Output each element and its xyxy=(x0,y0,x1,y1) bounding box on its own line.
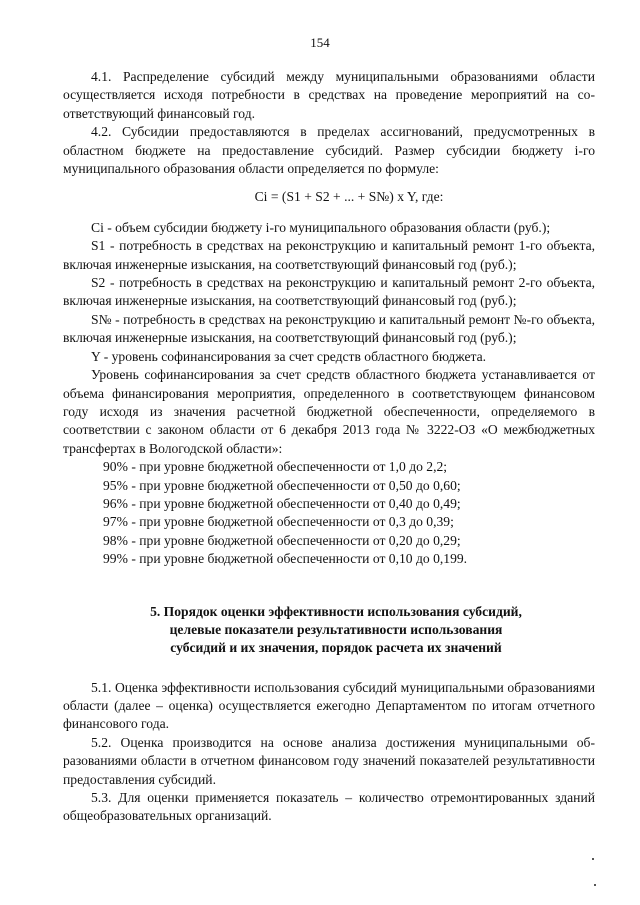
section-heading-line: 5. Порядок оценки эффективности использования субсидий, xyxy=(150,603,522,619)
list-item: 95% - при уровне бюджетной обеспеченности от 0,50 до 0,60; xyxy=(103,477,461,493)
list-item: 98% - при уровне бюджетной обеспеченности от 0,20 до 0,29; xyxy=(103,532,461,548)
paragraph-5-2: 5.2. Оценка производится на основе анализа достижения муниципальными образованиями области в отчетном финансовом году значений показателей результативности предоставления субсидий. xyxy=(63,734,595,787)
section-heading-line: целевые показатели результативности использования xyxy=(169,621,503,637)
document-body xyxy=(63,68,595,826)
paragraph-4-1: 4.1. Распределение субсидий между муниципальными образованиями области осуществляется исходя потребности в средствах на проведение мероприятий на соответствующий финансовый год. xyxy=(63,69,595,121)
definition-s2: S2 - потребность в средствах на реконструкцию и капитальный ремонт 2-го объекта, включая инженерные изыскания, на соответствующий финансовый год (руб.); xyxy=(63,275,595,309)
section-5-heading xyxy=(63,603,595,657)
scan-speck xyxy=(592,858,594,860)
section-heading-line: субсидий и их значения, порядок расчета их значений xyxy=(170,639,502,655)
list-item: 97% - при уровне бюджетной обеспеченности от 0,3 до 0,39; xyxy=(103,514,454,530)
page-number: 154 xyxy=(310,35,330,50)
paragraph-5-3: 5.3. Для оценки применяется показатель – количество отремонтированных зданий общеобразовательных организаций. xyxy=(63,790,595,824)
list-item: 99% - при уровне бюджетной обеспеченности от 0,10 до 0,199. xyxy=(103,551,468,567)
definition-s1: S1 - потребность в средствах на реконструкцию и капитальный ремонт 1-го объекта, включая инженерные изыскания, на соответствующий финансовый год (руб.); xyxy=(63,238,595,272)
definition-sn: S№ - потребность в средствах на реконструкцию и капитальный ремонт №-го объекта, включая инженерные изыскания, на соответствующий финансовый год (руб.); xyxy=(63,311,595,346)
list-item: 96% - при уровне бюджетной обеспеченности от 0,40 до 0,49; xyxy=(103,495,461,511)
paragraph-5-1: 5.1. Оценка эффективности использования субсидий муниципальными образованиями области (далее – оценка) осуществляется ежегодно Департаментом по итогам отчетного финансового года. xyxy=(63,679,595,732)
paragraph-4-2: 4.2. Субсидии предоставляются в пределах ассигнований, предусмотренных в областном бюджете на предоставление субсидий. Размер субсидии бюджету i-го муниципального образования области определяется по формуле: xyxy=(63,124,595,177)
cofinancing-paragraph: Уровень софинансирования за счет средств областного бюджета устанавливается от объема финансирования мероприятия, определенного в соответствующем финансовом году исходя из значения расчетной бюджетной обеспеченности, определяемого в соответствии с законом области от 6 декабря 2013 года № 3222-ОЗ «О межбюджетных трансфертах в Вологодской области»: xyxy=(63,367,595,456)
subsidy-formula: Ci = (S1 + S2 + ... + S№) x Y, где: xyxy=(254,189,444,205)
definition-y: Y - уровень софинансирования за счет средств областного бюджета. xyxy=(91,348,487,364)
scan-speck xyxy=(594,884,596,886)
definition-ci: Ci - объем субсидии бюджету i-го муниципального образования области (руб.); xyxy=(91,219,551,235)
cofinancing-levels-list xyxy=(63,458,595,568)
list-item: 90% - при уровне бюджетной обеспеченности от 1,0 до 2,2; xyxy=(103,459,448,475)
